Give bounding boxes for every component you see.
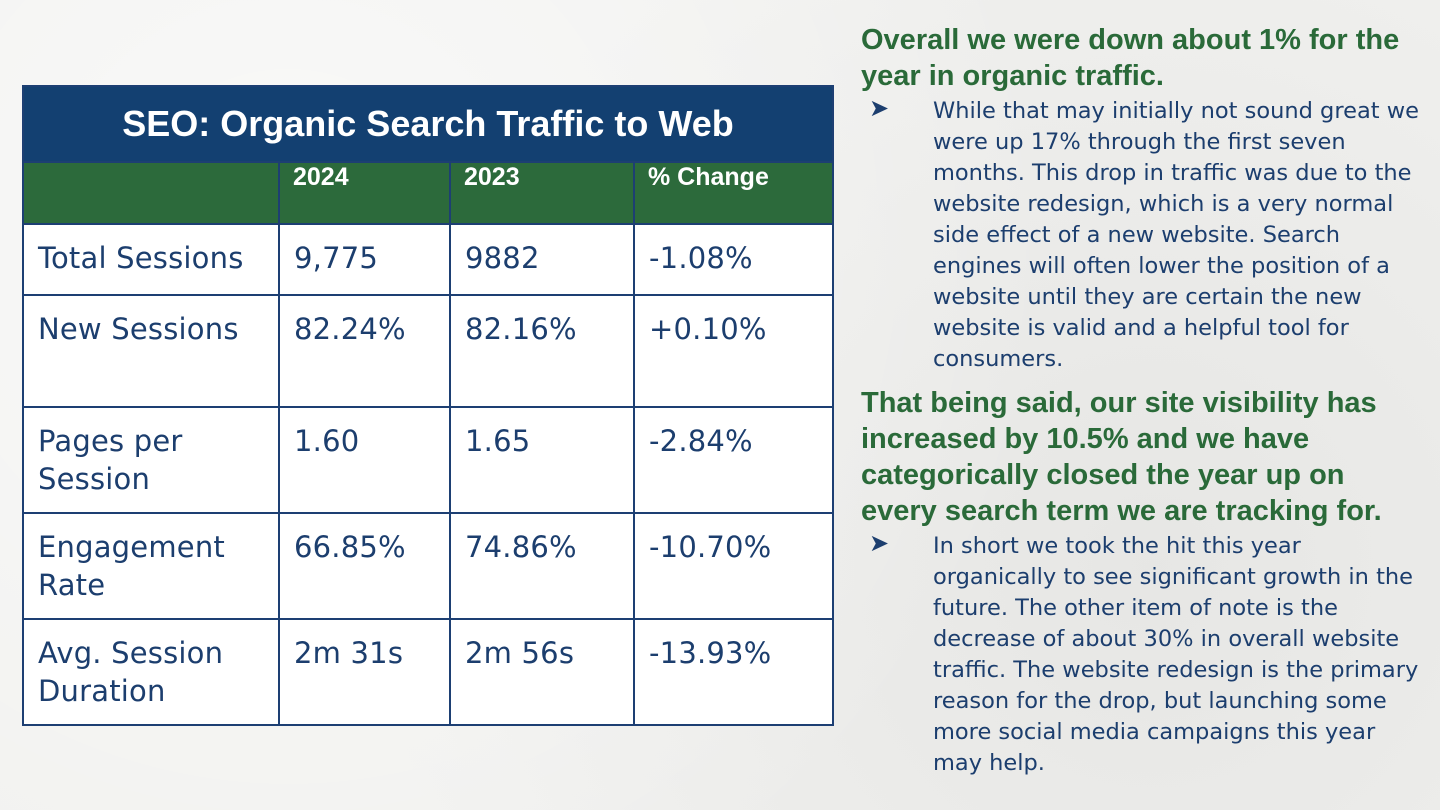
- header-empty: [23, 162, 279, 224]
- value-change: -13.93%: [634, 619, 833, 725]
- value-2024: 82.24%: [279, 295, 450, 407]
- value-change: -10.70%: [634, 513, 833, 619]
- table-title: SEO: Organic Search Traffic to Web: [23, 86, 833, 162]
- seo-table: [22, 85, 834, 726]
- value-2024: 1.60: [279, 407, 450, 513]
- seo-table-container: [22, 85, 832, 726]
- arrow-bullet-icon: ➤: [869, 94, 890, 122]
- value-change: -1.08%: [634, 224, 833, 295]
- bullet-item: [861, 531, 1421, 779]
- value-2024: 66.85%: [279, 513, 450, 619]
- row-label: Avg. Session Duration: [23, 619, 279, 725]
- bullet-text: While that may initially not sound great we were up 17% through the first seven months. This drop in traffic was due to the website redesign, which is a very normal side effect of a new website. Search engines will often lower the position of a website until they are certain the new website is valid and a helpful tool for consumers.: [933, 98, 1419, 372]
- header-2023: 2023: [450, 162, 634, 224]
- value-2023: 9882: [450, 224, 634, 295]
- value-change: +0.10%: [634, 295, 833, 407]
- row-label: New Sessions: [23, 295, 279, 407]
- value-2023: 2m 56s: [450, 619, 634, 725]
- table-row: [23, 295, 833, 407]
- headline-site-visibility: That being said, our site visibility has increased by 10.5% and we have categorically closed the year up on every search term we are tracking for.: [861, 387, 1382, 527]
- bullet-text: In short we took the hit this year organically to see significant growth in the future. The other item of note is the decrease of about 30% in overall website traffic. The website redesign is the primary reason for the drop, but launching some more social media campaigns this year may help.: [933, 533, 1419, 776]
- commentary-panel: [861, 22, 1421, 789]
- row-label: Pages per Session: [23, 407, 279, 513]
- value-change: -2.84%: [634, 407, 833, 513]
- value-2024: 2m 31s: [279, 619, 450, 725]
- bullet-item: [861, 96, 1421, 375]
- value-2024: 9,775: [279, 224, 450, 295]
- header-2024: 2024: [279, 162, 450, 224]
- table-row: [23, 513, 833, 619]
- header-change: % Change: [634, 162, 833, 224]
- value-2023: 82.16%: [450, 295, 634, 407]
- table-row: [23, 407, 833, 513]
- value-2023: 1.65: [450, 407, 634, 513]
- row-label: Engagement Rate: [23, 513, 279, 619]
- table-header-row: [23, 162, 833, 224]
- table-row: [23, 619, 833, 725]
- table-row: [23, 224, 833, 295]
- row-label: Total Sessions: [23, 224, 279, 295]
- arrow-bullet-icon: ➤: [869, 529, 890, 557]
- headline-organic-traffic: Overall we were down about 1% for the year in organic traffic.: [861, 24, 1400, 92]
- value-2023: 74.86%: [450, 513, 634, 619]
